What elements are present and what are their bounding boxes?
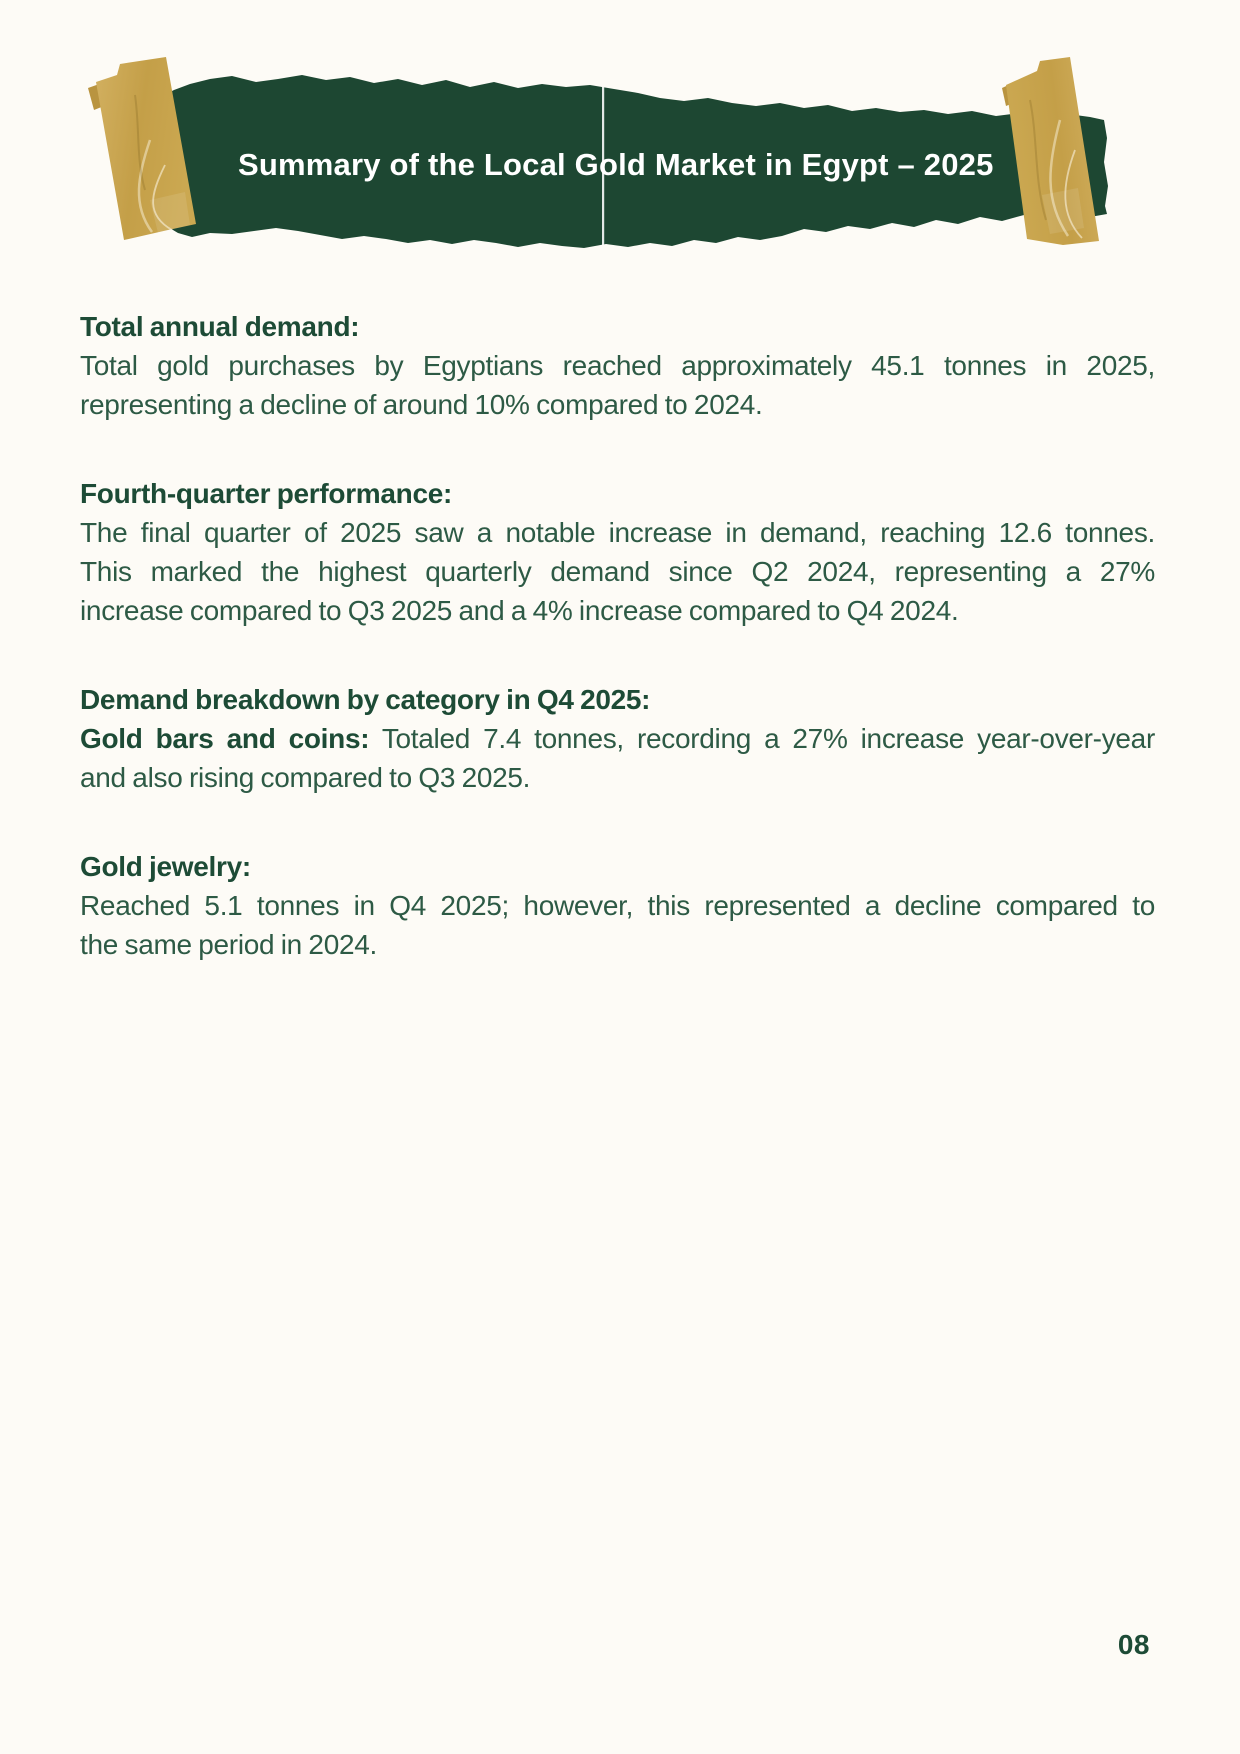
banner: [0, 0, 1240, 300]
section-total-annual-demand: [80, 307, 1155, 424]
page-number: 08: [1117, 1629, 1150, 1660]
section-gold-jewelry: [80, 847, 1155, 964]
paragraph-line: Reached 5.1 tonnes in Q4 2025; however, this represented a decline compared to: [80, 890, 1155, 921]
paragraph-line: the same period in 2024.: [80, 929, 378, 960]
paragraph-line: The final quarter of 2025 saw a notable increase in demand, reaching 12.6 tonnes.: [80, 517, 1155, 548]
paragraph-line: Total gold purchases by Egyptians reached approximately 45.1 tonnes in 2025,: [80, 350, 1155, 381]
paragraph-line: representing a decline of around 10% compared to 2024.: [80, 389, 763, 420]
section-fourth-quarter-performance: [80, 474, 1155, 630]
paragraph-line: increase compared to Q3 2025 and a 4% increase compared to Q4 2024.: [80, 595, 959, 626]
paragraph-text: Totaled 7.4 tonnes, recording a 27% increase year-over-year: [381, 723, 1155, 754]
section-heading: Gold jewelry:: [80, 851, 251, 882]
page-content: [80, 307, 1155, 1014]
tape-left: [88, 57, 196, 240]
banner-title: Summary of the Local Gold Market in Egypt – 2025: [238, 147, 994, 182]
paragraph-line: [80, 719, 1155, 758]
inline-bold-label: Gold bars and coins:: [80, 723, 370, 754]
section-heading: Fourth-quarter performance:: [80, 478, 453, 509]
paragraph-line: This marked the highest quarterly demand since Q2 2024, representing a 27%: [80, 556, 1155, 587]
paragraph-line: and also rising compared to Q3 2025.: [80, 762, 531, 793]
section-demand-breakdown: [80, 680, 1155, 797]
section-heading: Total annual demand:: [80, 311, 360, 342]
section-heading: Demand breakdown by category in Q4 2025:: [80, 684, 651, 715]
